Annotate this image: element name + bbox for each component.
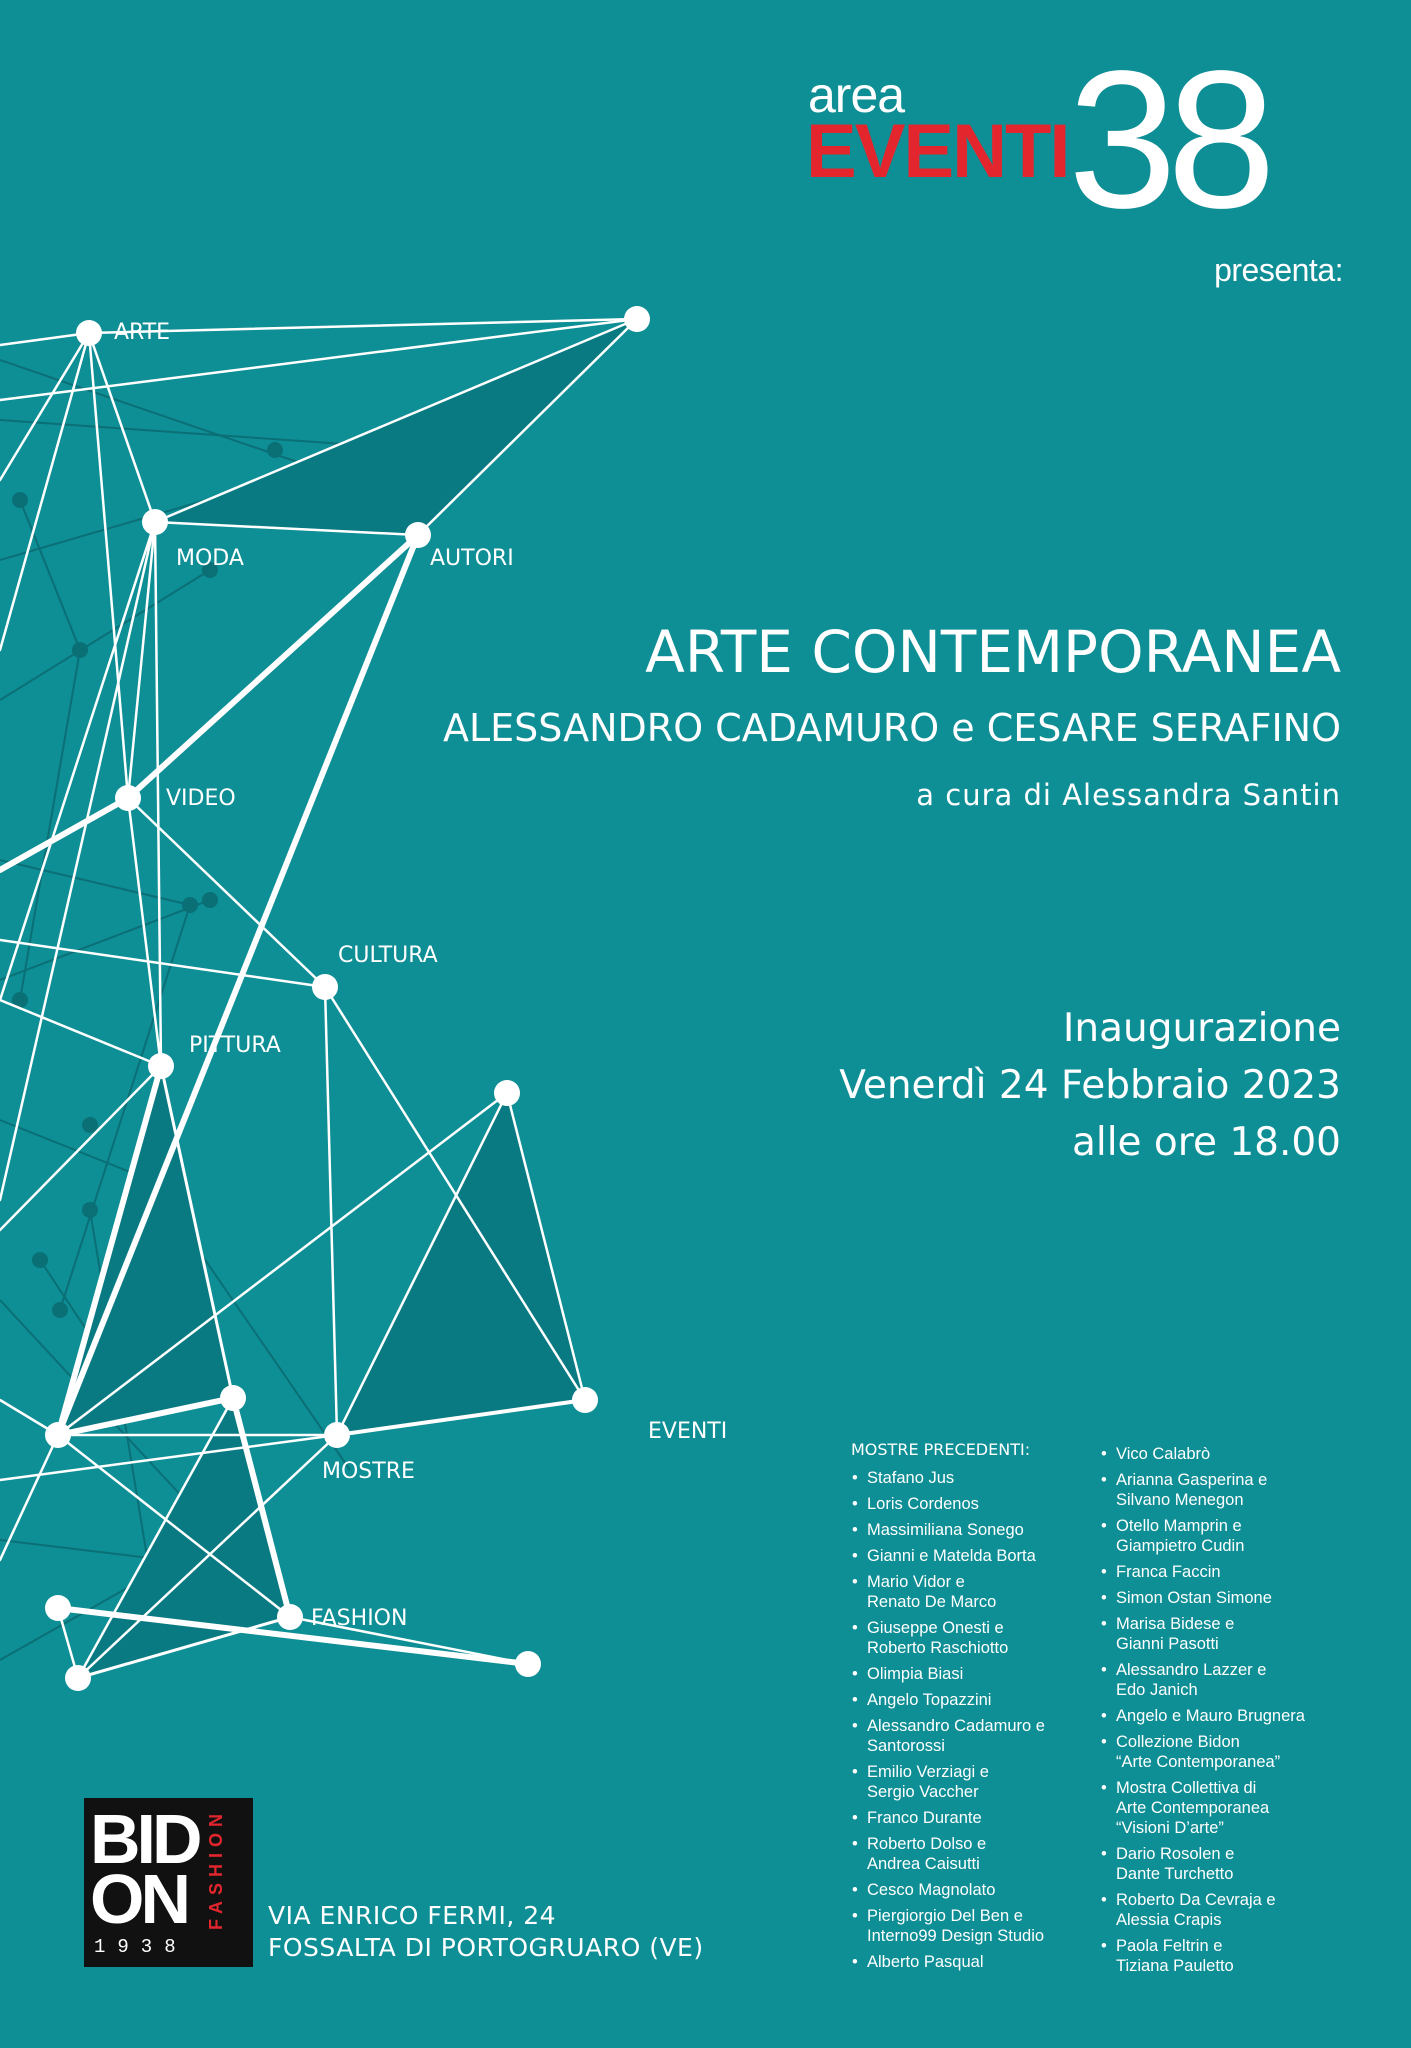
exhibition-item-line: • Franco Durante: [867, 1809, 982, 1827]
exhibition-item: [851, 1716, 1081, 1756]
network-node: [115, 785, 141, 811]
bidon-logo-line-1: BID: [90, 1800, 199, 1878]
logo-area-text: area: [808, 67, 905, 123]
node-label-pittura: PITTURA: [189, 1033, 281, 1058]
network-triangle: [155, 319, 637, 535]
exhibition-item-line: • Roberto Dolso e: [867, 1835, 987, 1853]
network-background-line: [0, 1120, 150, 1180]
event-curator: a cura di Alessandra Santin: [916, 778, 1341, 812]
network-node: [624, 306, 650, 332]
node-label-video: VIDEO: [166, 786, 236, 811]
network-node: [515, 1651, 541, 1677]
event-artists: ALESSANDRO CADAMURO e CESARE SERAFINO: [442, 706, 1341, 750]
exhibition-item: [1100, 1706, 1330, 1726]
network-background-node: [32, 1252, 48, 1268]
bidon-logo-fashion: FASHION: [206, 1807, 226, 1930]
network-line: [155, 522, 161, 1066]
exhibition-item: [1100, 1732, 1330, 1772]
exhibition-item-line: “Visioni D’arte”: [1116, 1819, 1224, 1837]
exhibition-item: [851, 1494, 1081, 1514]
exhibition-item-line: • Angelo Topazzini: [867, 1691, 992, 1709]
event-title: ARTE CONTEMPORANEA: [645, 618, 1341, 686]
exhibition-item-line: • Simon Ostan Simone: [1116, 1589, 1272, 1607]
logo-eventi-text: EVENTI: [806, 109, 1069, 194]
network-node: [45, 1595, 71, 1621]
exhibition-item-line: • Alessandro Lazzer e: [1116, 1661, 1267, 1679]
network-node: [494, 1080, 520, 1106]
inauguration-info: [839, 1000, 1341, 1171]
exhibition-item-line: • Mario Vidor e: [867, 1573, 965, 1591]
exhibition-item: [1100, 1936, 1330, 1976]
network-node: [312, 974, 338, 1000]
network-line: [128, 535, 418, 798]
network-background-node: [267, 442, 283, 458]
exhibition-item-line: • Massimiliana Sonego: [867, 1521, 1024, 1539]
exhibition-item-line: • Alessandro Cadamuro e: [867, 1717, 1045, 1735]
node-label-cultura: CULTURA: [338, 943, 438, 968]
network-line: [0, 1435, 58, 1560]
network-background-line: [20, 500, 80, 650]
network-node: [405, 522, 431, 548]
exhibition-item-line: Renato De Marco: [867, 1593, 997, 1611]
exhibition-item-line: Santorossi: [867, 1737, 945, 1755]
network-node: [277, 1604, 303, 1630]
bidon-logo-line-2: ON: [90, 1860, 187, 1938]
exhibition-item-line: Giampietro Cudin: [1116, 1537, 1245, 1555]
network-line: [0, 333, 89, 650]
exhibition-item: [851, 1664, 1081, 1684]
exhibition-item-line: Interno99 Design Studio: [867, 1927, 1045, 1945]
exhibition-item-line: • Loris Cordenos: [867, 1495, 979, 1513]
node-label-autori: AUTORI: [430, 546, 514, 571]
exhibition-item: [1100, 1778, 1330, 1838]
exhibition-item-line: Arte Contemporanea: [1116, 1799, 1270, 1817]
exhibition-item-line: • Emilio Verziagi e: [867, 1763, 989, 1781]
network-node: [45, 1422, 71, 1448]
exhibition-item-line: Dante Turchetto: [1116, 1865, 1234, 1883]
previous-exhibitions-column-2: [1100, 1444, 1330, 1982]
exhibition-item: [1100, 1890, 1330, 1930]
exhibition-item-line: • Dario Rosolen e: [1116, 1845, 1235, 1863]
node-label-mostre: MOSTRE: [322, 1459, 415, 1484]
exhibition-item-line: • Paola Feltrin e: [1116, 1937, 1223, 1955]
network-background-line: [0, 860, 190, 905]
network-line: [128, 798, 325, 987]
exhibition-item: [851, 1880, 1081, 1900]
network-line: [0, 1000, 161, 1066]
address-line-1: VIA ENRICO FERMI, 24: [268, 1901, 557, 1930]
network-node: [220, 1385, 246, 1411]
exhibition-item-line: • Piergiorgio Del Ben e: [867, 1907, 1023, 1925]
inauguration-date: Venerdì 24 Febbraio 2023: [839, 1063, 1341, 1108]
exhibition-item: [1100, 1844, 1330, 1884]
network-line: [325, 987, 337, 1435]
exhibition-item: [1100, 1660, 1330, 1700]
exhibition-item-line: • Collezione Bidon: [1116, 1733, 1240, 1751]
exhibition-item-line: Andrea Caisutti: [867, 1855, 980, 1873]
exhibition-item-line: • Giuseppe Onesti e: [867, 1619, 1004, 1637]
exhibition-item-line: • Gianni e Matelda Borta: [867, 1547, 1036, 1565]
network-background-node: [202, 892, 218, 908]
network-line: [0, 333, 89, 345]
exhibition-item: [851, 1762, 1081, 1802]
network-node: [572, 1387, 598, 1413]
exhibition-item: [851, 1572, 1081, 1612]
network-background-node: [182, 897, 198, 913]
exhibition-item: [1100, 1516, 1330, 1556]
exhibition-item: [1100, 1562, 1330, 1582]
exhibition-item: [851, 1520, 1081, 1540]
bidon-fashion-logo: [84, 1798, 253, 1967]
exhibition-item-line: • Stafano Jus: [867, 1469, 955, 1487]
exhibition-item: [851, 1546, 1081, 1566]
exhibition-item-line: “Arte Contemporanea”: [1116, 1753, 1281, 1771]
exhibition-item: [1100, 1444, 1330, 1464]
exhibition-item-line: Edo Janich: [1116, 1681, 1198, 1699]
inauguration-label: Inaugurazione: [1062, 1006, 1341, 1051]
network-triangle: [78, 1398, 290, 1678]
exhibition-item-line: • Arianna Gasperina e: [1116, 1471, 1268, 1489]
network-line: [0, 798, 128, 870]
network-node: [142, 509, 168, 535]
exhibition-item: [851, 1906, 1081, 1946]
exhibition-item: [1100, 1470, 1330, 1510]
exhibition-item-line: • Franca Faccin: [1116, 1563, 1221, 1581]
exhibition-item-line: Alessia Crapis: [1116, 1911, 1222, 1929]
network-line: [128, 798, 161, 1066]
network-node: [76, 320, 102, 346]
exhibition-item-line: Tiziana Pauletto: [1116, 1957, 1234, 1975]
network-background-node: [82, 1202, 98, 1218]
exhibition-item-line: • Mostra Collettiva di: [1116, 1779, 1257, 1797]
exhibition-item: [851, 1468, 1081, 1488]
network-background-line: [0, 570, 210, 700]
previous-exhibitions-title: MOSTRE PRECEDENTI:: [851, 1440, 1031, 1459]
network-line: [0, 333, 89, 480]
exhibition-item-line: • Marisa Bidese e: [1116, 1615, 1235, 1633]
exhibition-item-line: • Vico Calabrò: [1116, 1445, 1211, 1463]
network-node: [65, 1665, 91, 1691]
network-line: [0, 522, 155, 1200]
exhibition-item-line: • Angelo e Mauro Brugnera: [1116, 1707, 1305, 1725]
network-background-node: [72, 642, 88, 658]
exhibition-item-line: Roberto Raschiotto: [867, 1639, 1009, 1657]
exhibition-item: [1100, 1588, 1330, 1608]
network-line: [89, 319, 637, 333]
exhibition-item: [851, 1690, 1081, 1710]
exhibition-item-line: • Cesco Magnolato: [867, 1881, 996, 1899]
presenta-text: presenta:: [1214, 252, 1343, 288]
logo-number: 38: [1068, 30, 1267, 249]
node-label-fashion: FASHION: [311, 1606, 408, 1631]
exhibition-item: [1100, 1614, 1330, 1654]
inauguration-time: alle ore 18.00: [1071, 1120, 1341, 1165]
exhibition-item-line: • Olimpia Biasi: [867, 1665, 964, 1683]
exhibition-item: [851, 1808, 1081, 1828]
venue-address: [268, 1900, 704, 1964]
network-background-node: [12, 492, 28, 508]
network-background-node: [52, 1302, 68, 1318]
node-label-arte: ARTE: [114, 320, 171, 345]
network-triangle: [337, 1093, 585, 1435]
area-eventi-38-logo: [806, 30, 1346, 249]
exhibition-item-line: Sergio Vaccher: [867, 1783, 979, 1801]
bidon-logo-year: 1938: [94, 1936, 188, 1958]
previous-exhibitions-column-1: [851, 1468, 1081, 1978]
exhibition-item-line: • Alberto Pasqual: [867, 1953, 984, 1971]
exhibition-item: [851, 1952, 1081, 1972]
network-node: [148, 1053, 174, 1079]
node-label-moda: MODA: [176, 546, 244, 571]
exhibition-item: [851, 1618, 1081, 1658]
exhibition-item-line: • Roberto Da Cevraja e: [1116, 1891, 1276, 1909]
exhibition-item: [851, 1834, 1081, 1874]
network-line: [58, 535, 418, 1435]
node-label-eventi: EVENTI: [648, 1419, 728, 1444]
network-line: [0, 940, 325, 987]
address-line-2: FOSSALTA DI PORTOGRUARO (VE): [268, 1933, 704, 1962]
network-node: [324, 1422, 350, 1448]
exhibition-item-line: • Otello Mamprin e: [1116, 1517, 1242, 1535]
network-background-node: [82, 1117, 98, 1133]
exhibition-item-line: Silvano Menegon: [1116, 1491, 1244, 1509]
exhibition-item-line: Gianni Pasotti: [1116, 1635, 1219, 1653]
